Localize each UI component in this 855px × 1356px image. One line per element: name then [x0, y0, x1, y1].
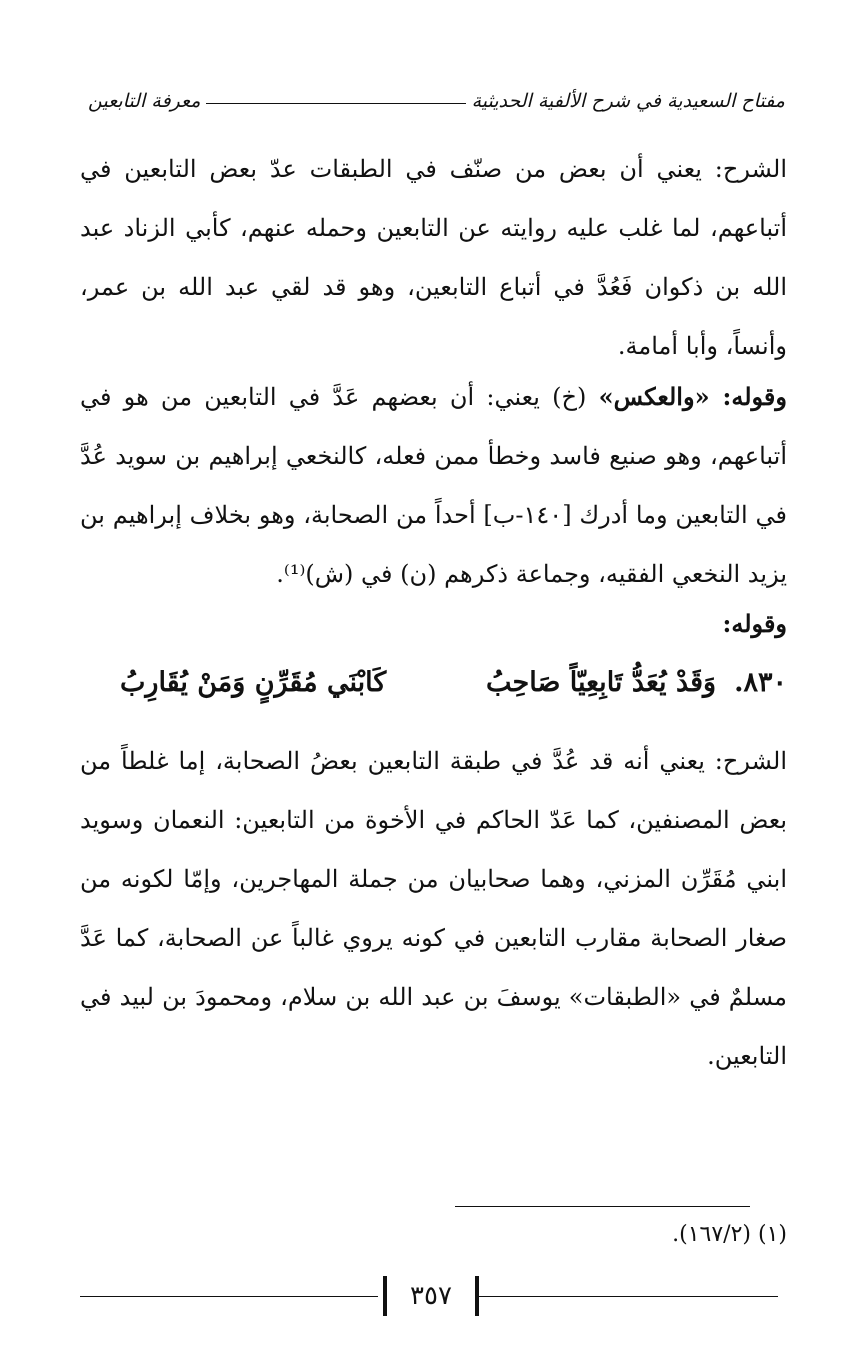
- running-header: [88, 82, 785, 112]
- page-number: ٣٥٧: [383, 1276, 479, 1316]
- footer-rule-left: [80, 1296, 378, 1297]
- verse-second-hemistich: كَابْنَي مُقَرِّنٍ وَمَنْ يُقَارِبُ: [120, 666, 387, 698]
- paragraph-1: الشرح: يعني أن بعض من صنّف في الطبقات عدّ بعض التابعين في أتباعهم، لما غلب عليه روايته عن التابعين وحمله عنهم، كأبي الزناد عبد الله بن ذكوان فَعُدَّ في أتباع التابعين، وهو قد لقي عبد الله بن عمر، وأنساً، وأبا أمامة.: [80, 155, 787, 360]
- verse-intro: وقوله:: [722, 609, 787, 638]
- paragraph-2-lead: وقوله: «والعكس»: [598, 382, 787, 411]
- header-book-title: مفتاح السعيدية في شرح الألفية الحديثية: [471, 90, 785, 112]
- paragraph-2: [80, 367, 787, 604]
- paragraph-4: الشرح: يعني أنه قد عُدَّ في طبقة التابعين بعضُ الصحابة، إما غلطاً من بعض المصنفين، كما عَدّ الحاكم في الأخوة من التابعين: النعمان وسويد ابني مُقَرِّن المزني، وهما صحابيان من جملة المهاجرين، وإمّا لكونه من صغار الصحابة مقارب التابعين في كونه يروي غالباً عن الصحابة، كما عَدَّ مسلمٌ في «الطبقات» يوسفَ بن عبد الله بن سلام، ومحمودَ بن لبيد في التابعين.: [80, 747, 787, 1070]
- paragraph-2-body: (خ) يعني: أن بعضهم عَدَّ في التابعين من هو في أتباعهم، وهو صنيع فاسد وخطأ ممن فعله، كالنخعي إبراهيم بن سويد عُدَّ في التابعين وما أدرك [١٤٠-ب] أحداً من الصحابة، وهو بخلاف إبراهيم بن يزيد النخعي الفقيه، وجماعة ذكرهم (ن) في (ش)⁽¹⁾.: [80, 383, 787, 588]
- header-chapter-title: معرفة التابعين: [88, 90, 201, 112]
- verse-number: ٨٣٠.: [734, 666, 787, 698]
- header-rule: [206, 103, 465, 104]
- footnote-separator: [455, 1206, 750, 1207]
- footer-rule-right: [476, 1296, 778, 1297]
- verse-first-hemistich: وَقَدْ يُعَدُّ تَابِعِيّاً صَاحِبُ: [486, 666, 717, 698]
- footnote: (١) (١٦٧/٢).: [672, 1222, 787, 1247]
- verse-line: [120, 652, 787, 712]
